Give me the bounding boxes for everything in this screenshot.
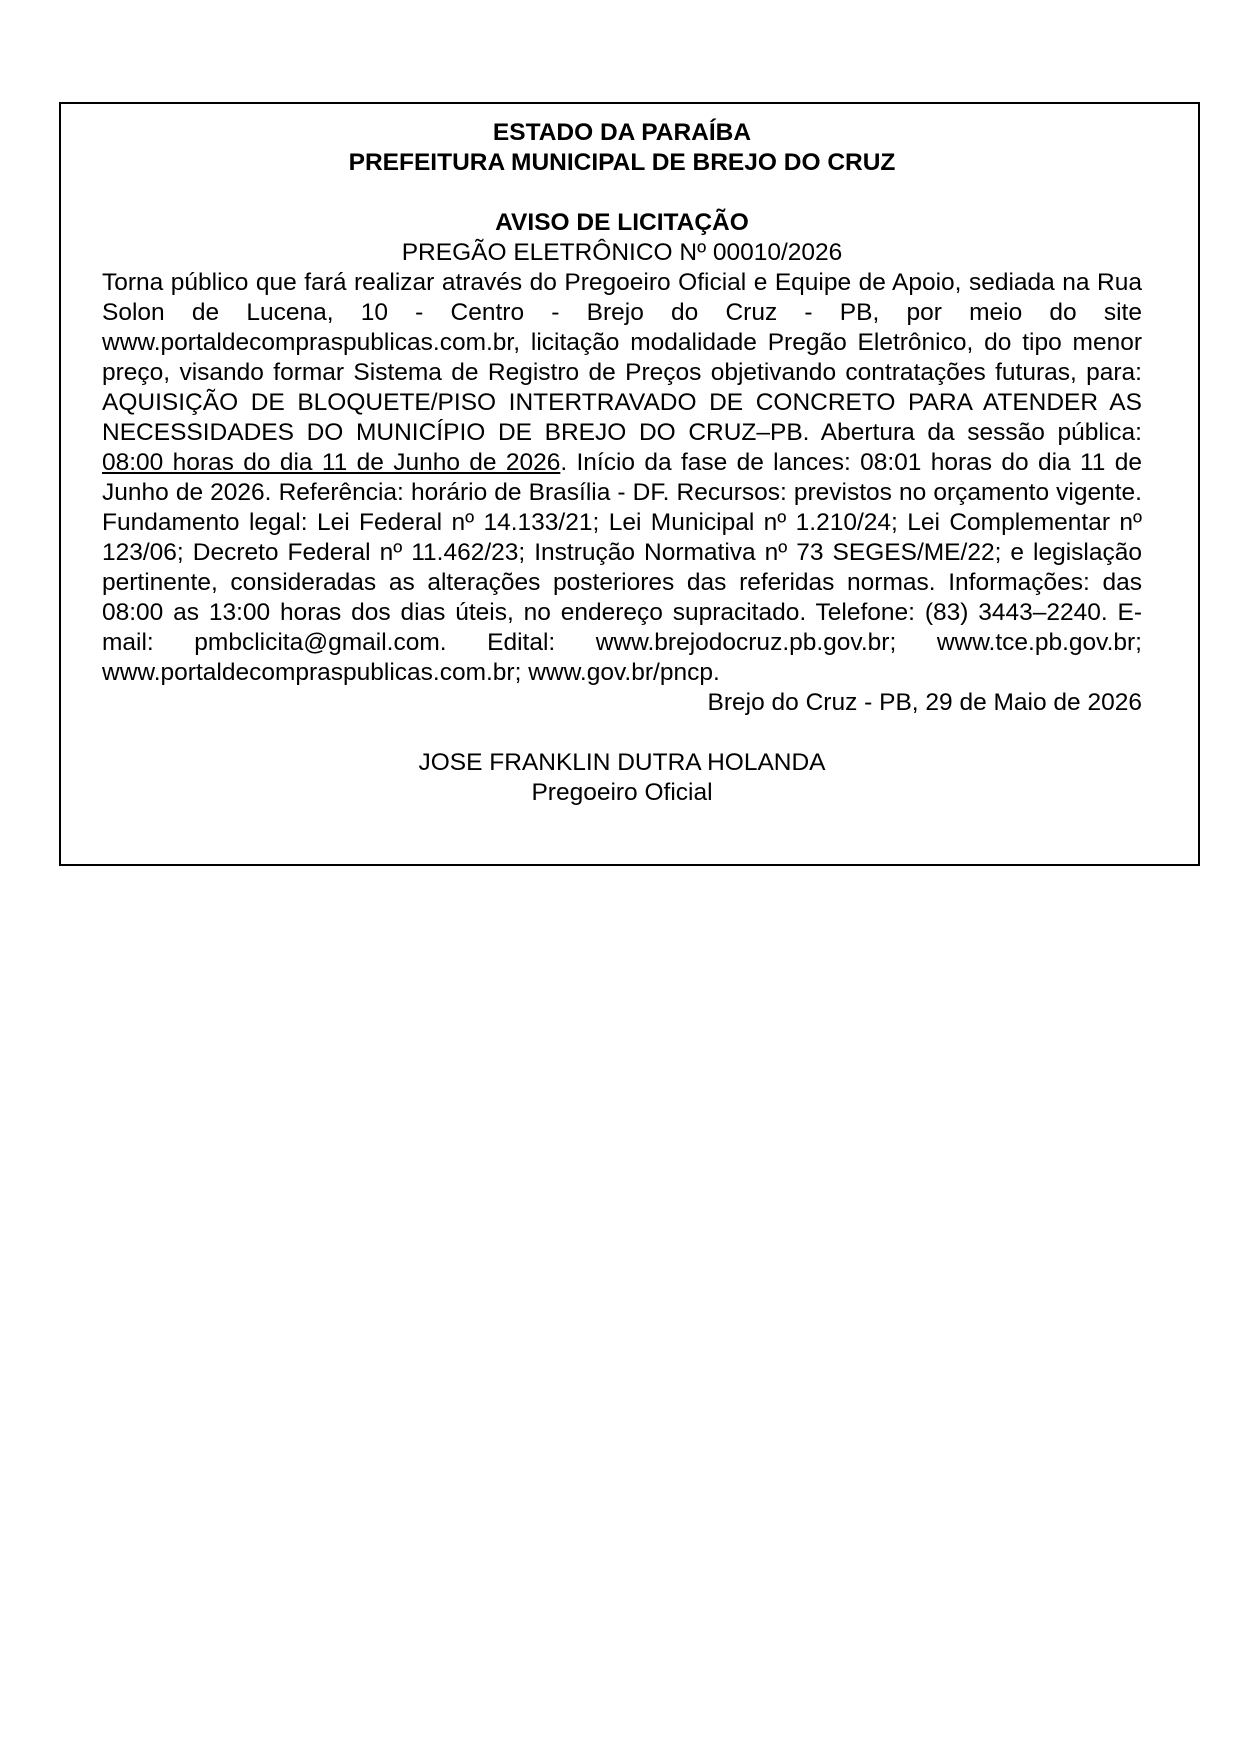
notice-title: AVISO DE LICITAÇÃO — [495, 209, 749, 236]
body-text-part1: Torna público que fará realizar através do Pregoeiro Oficial e Equipe de Apoio, sediada na Rua Solon de Lucena, 10 - Centro - Brejo do Cruz - PB, por meio do site www.portaldecompraspublicas.com.br, licitação modalidade Pregão Eletrônico, do tipo menor preço, visando formar Sistema de Registro de Preços objetivando contratações futuras, para: AQUISIÇÃO DE BLOQUETE/PISO INTERTRAVADO DE CONCRETO PARA ATENDER AS NECESSIDADES DO MUNICÍPIO DE BREJO DO CRUZ–PB. Abertura da sessão pública: — [102, 269, 1142, 446]
spacer — [102, 718, 1142, 748]
session-opening-time: 08:00 horas do dia 11 de Junho de 2026 — [102, 449, 561, 476]
notice-body — [102, 268, 1142, 688]
municipality-heading: PREFEITURA MUNICIPAL DE BREJO DO CRUZ — [348, 149, 896, 176]
spacer — [102, 178, 1142, 208]
state-heading: ESTADO DA PARAÍBA — [492, 119, 752, 146]
signer-role: Pregoeiro Oficial — [531, 779, 713, 806]
notice-subtitle: PREGÃO ELETRÔNICO Nº 00010/2026 — [401, 239, 843, 266]
notice-box — [59, 102, 1200, 866]
signer-name: JOSE FRANKLIN DUTRA HOLANDA — [418, 749, 826, 776]
date-place: Brejo do Cruz - PB, 29 de Maio de 2026 — [707, 689, 1142, 716]
body-text-part2: . Início da fase de lances: 08:01 horas do dia 11 de Junho de 2026. Referência: horário de Brasília - DF. Recursos: previstos no orçamento vigente. Fundamento legal: Lei Federal nº 14.133/21; Lei Municipal nº 1.210/24; Lei Complementar nº 123/06; Decreto Federal nº 11.462/23; Instrução Normativa nº 73 SEGES/ME/22; e legislação pertinente, consideradas as alterações posteriores das referidas normas. Informações: das 08:00 as 13:00 horas dos dias úteis, no endereço supracitado. Telefone: (83) 3443–2240. E-mail: pmbclicita@gmail.com. Edital: www.brejodocruz.pb.gov.br; www.tce.pb.gov.br; www.portaldecompraspublicas.com.br; www.gov.br/pncp. — [102, 449, 1142, 686]
